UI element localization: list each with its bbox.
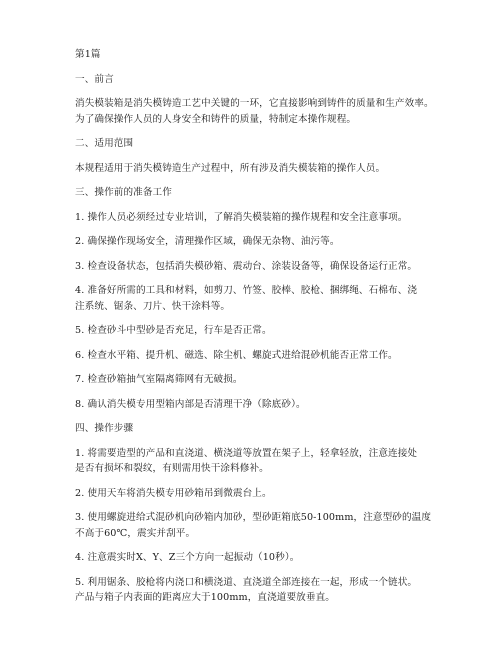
text-line: 3. 检查设备状态，包括消失模砂箱、震动台、涂装设备等，确保设备运行正常。 [75, 260, 418, 272]
text-line: 2. 使用天车将消失模专用砂箱吊到微震台上。 [75, 487, 272, 499]
text-line: 3. 使用螺旋进给式混砂机向砂箱内加砂，型砂距箱底50-100mm，注意型砂的温度 [75, 512, 432, 523]
document-title: 第1篇 [75, 49, 101, 60]
text-line: 8. 确认消失模专用型箱内部是否清理干净（除底砂）。 [75, 398, 306, 410]
list-item [75, 259, 445, 275]
text-line: 本规程适用于消失模铸造生产过程中，所有涉及消失模装箱的操作人员。 [75, 162, 386, 174]
text-line: 消失模装箱是消失模铸造工艺中关键的一环，它直接影响到铸件的质量和生产效率。 [75, 98, 434, 109]
text-line: 1. 操作人员必须经过专业培训，了解消失模装箱的操作规程和安全注意事项。 [75, 211, 408, 223]
paragraph [75, 96, 445, 127]
text-line: 为了确保操作人员的人身安全和铸件的质量，特制定本操作规程。 [75, 113, 357, 125]
text-line: 7. 检查砂箱抽气室隔离筛网有无破损。 [75, 374, 243, 385]
list-item [75, 446, 445, 477]
paragraph [75, 161, 445, 177]
text-line: 注系统、锯条、刀片、快干涂料等。 [75, 300, 231, 312]
section-heading: 二、适用范围 [75, 138, 134, 149]
document-body [75, 47, 445, 615]
text-line: 2. 确保操作现场安全，清理操作区域，确保无杂物、油污等。 [75, 236, 340, 247]
list-item [75, 323, 445, 339]
text-line: 5. 检查砂斗中型砂是否充足，行车是否正常。 [75, 325, 272, 336]
text-line: 产品与箱子内表面的距离应大于100mm，直浇道要放垂直。 [75, 592, 335, 603]
list-item [75, 348, 445, 364]
list-item [75, 486, 445, 502]
list-item [75, 510, 445, 541]
list-item [75, 575, 445, 606]
text-line: 1. 将需要造型的产品和直浇道、横浇道等放置在架子上，轻拿轻放，注意连接处 [75, 447, 418, 459]
text-line: 6. 检查水平箱、提升机、磁选、除尘机、螺旋式进给混砂机能否正常工作。 [75, 349, 398, 361]
list-item [75, 372, 445, 388]
list-item [75, 283, 445, 314]
list-item [75, 397, 445, 413]
section-heading: 一、前言 [75, 73, 114, 85]
section-heading: 四、操作步骤 [75, 423, 134, 434]
section-heading: 三、操作前的准备工作 [75, 187, 172, 198]
text-line: 5. 利用锯条、胶枪将内浇口和横浇道、直浇道全部连接在一起，形成一个链状。 [75, 576, 418, 588]
text-line: 是否有损坏和裂纹，有则需用快干涂料修补。 [75, 463, 269, 474]
text-line: 不高于60℃，震实并刮平。 [75, 527, 196, 539]
list-item [75, 234, 445, 250]
text-line: 4. 准备好所需的工具和材料，如剪刀、竹签、胶棒、胶枪、捆绑绳、石棉布、浇 [75, 285, 418, 296]
text-line: 4. 注意震实时X、Y、Z三个方向一起振动（10秒）。 [75, 552, 300, 563]
list-item [75, 210, 445, 226]
list-item [75, 550, 445, 566]
